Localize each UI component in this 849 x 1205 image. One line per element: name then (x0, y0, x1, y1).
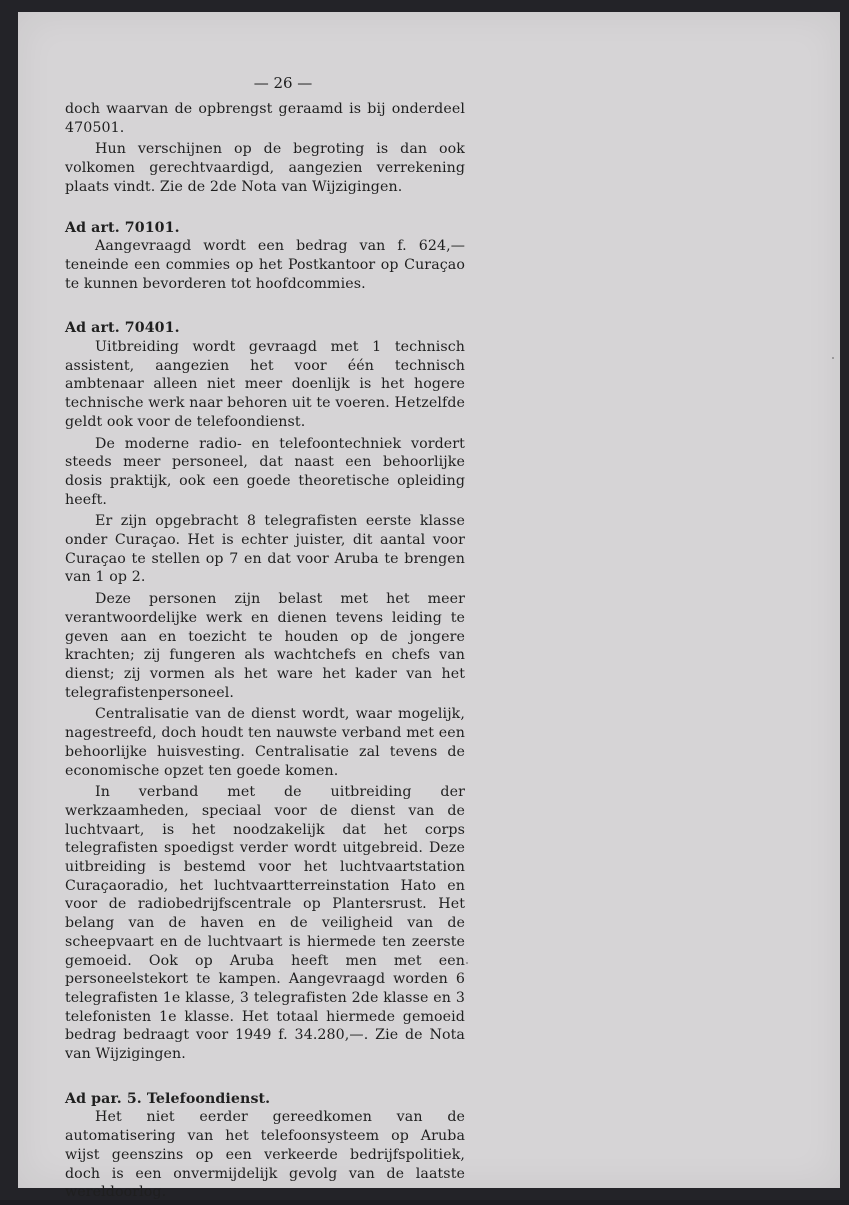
document-body (65, 100, 465, 1205)
paper-speck (466, 962, 468, 964)
section-70401-paragraph-5: Centralisatie van de dienst wordt, waar mogelijk, nagestreefd, doch houdt ten nauwste verband met een behoorlijke huisvesting. Centralisatie zal tevens de economische opzet ten goede komen. (65, 706, 465, 779)
section-70401-paragraph-6: In verband met de uitbreiding der werkzaamheden, speciaal voor de dienst van de luchtvaart, is het noodzakelijk dat het corps telegrafisten spoedigst verder wordt uitgebreid. Deze uitbreiding is bestemd voor het luchtvaartstation Curaçaoradio, het luchtvaartterreinstation Hato en voor de radiobedrijfscentrale op Plantersrust. Het belang van de haven en de veiligheid van de scheepvaart en de luchtvaart is hiermede ten zeerste gemoeid. Ook op Aruba heeft men met een personeelstekort te kampen. Aangevraagd worden 6 telegrafisten 1e klasse, 3 telegrafisten 2de klasse en 3 telefonisten 1e klasse. Het totaal hiermede gemoeid bedrag bedraagt voor 1949 f. 34.280,—. Zie de Nota van Wijzigingen. (65, 784, 465, 1063)
section-70101-paragraph-1: Aangevraagd wordt een bedrag van f. 624,— teneinde een commies op het Postkantoor op Curaçao te kunnen bevorderen tot hoofdcommies. (65, 238, 465, 292)
section-70401-paragraph-1: Uitbreiding wordt gevraagd met 1 technisch assistent, aangezien het voor één technisch ambtenaar alleen niet meer doenlijk is het hogere technische werk naar behoren uit te voeren. Hetzelfde geldt ook voor de telefoondienst. (65, 339, 465, 430)
section-heading-70101: Ad art. 70101. (65, 219, 180, 236)
document-page (18, 12, 840, 1201)
intro-paragraph-1: doch waarvan de opbrengst geraamd is bij onderdeel 470501. (65, 101, 465, 136)
section-70401-paragraph-2: De moderne radio- en telefoontechniek vordert steeds meer personeel, dat naast een behoorlijke dosis praktijk, ook een goede theoretische opleiding heeft. (65, 435, 465, 508)
section-heading-telefoondienst: Ad par. 5. Telefoondienst. (65, 1090, 271, 1107)
section-heading-70401: Ad art. 70401. (65, 320, 180, 337)
section-70401-paragraph-4: Deze personen zijn belast met het meer verantwoordelijke werk en dienen tevens leiding te geven aan en toezicht te houden op de jongere krachten; zij fungeren als wachtchefs en chefs van dienst; zij vormen als het ware het kader van het telegrafistenpersoneel. (65, 591, 465, 701)
section-telefoondienst-paragraph-1: Het niet eerder gereedkomen van de automatisering van het telefoonsysteem op Aruba wijst geenszins op een verkeerde bedrijfspolitiek, doch is een onvermijdelijk gevolg van de laatste wereldoorlog. (65, 1109, 465, 1201)
page-number: — 26 — (253, 74, 313, 92)
intro-paragraph-2: Hun verschijnen op de begroting is dan ook volkomen gerechtvaardigd, aangezien verrekening plaats vindt. Zie de 2de Nota van Wijzigingen. (65, 141, 465, 195)
section-70401-paragraph-3: Er zijn opgebracht 8 telegrafisten eerste klasse onder Curaçao. Het is echter juister, dit aantal voor Curaçao te stellen op 7 en dat voor Aruba te brengen van 1 op 2. (65, 513, 465, 586)
paper-speck (832, 357, 834, 359)
